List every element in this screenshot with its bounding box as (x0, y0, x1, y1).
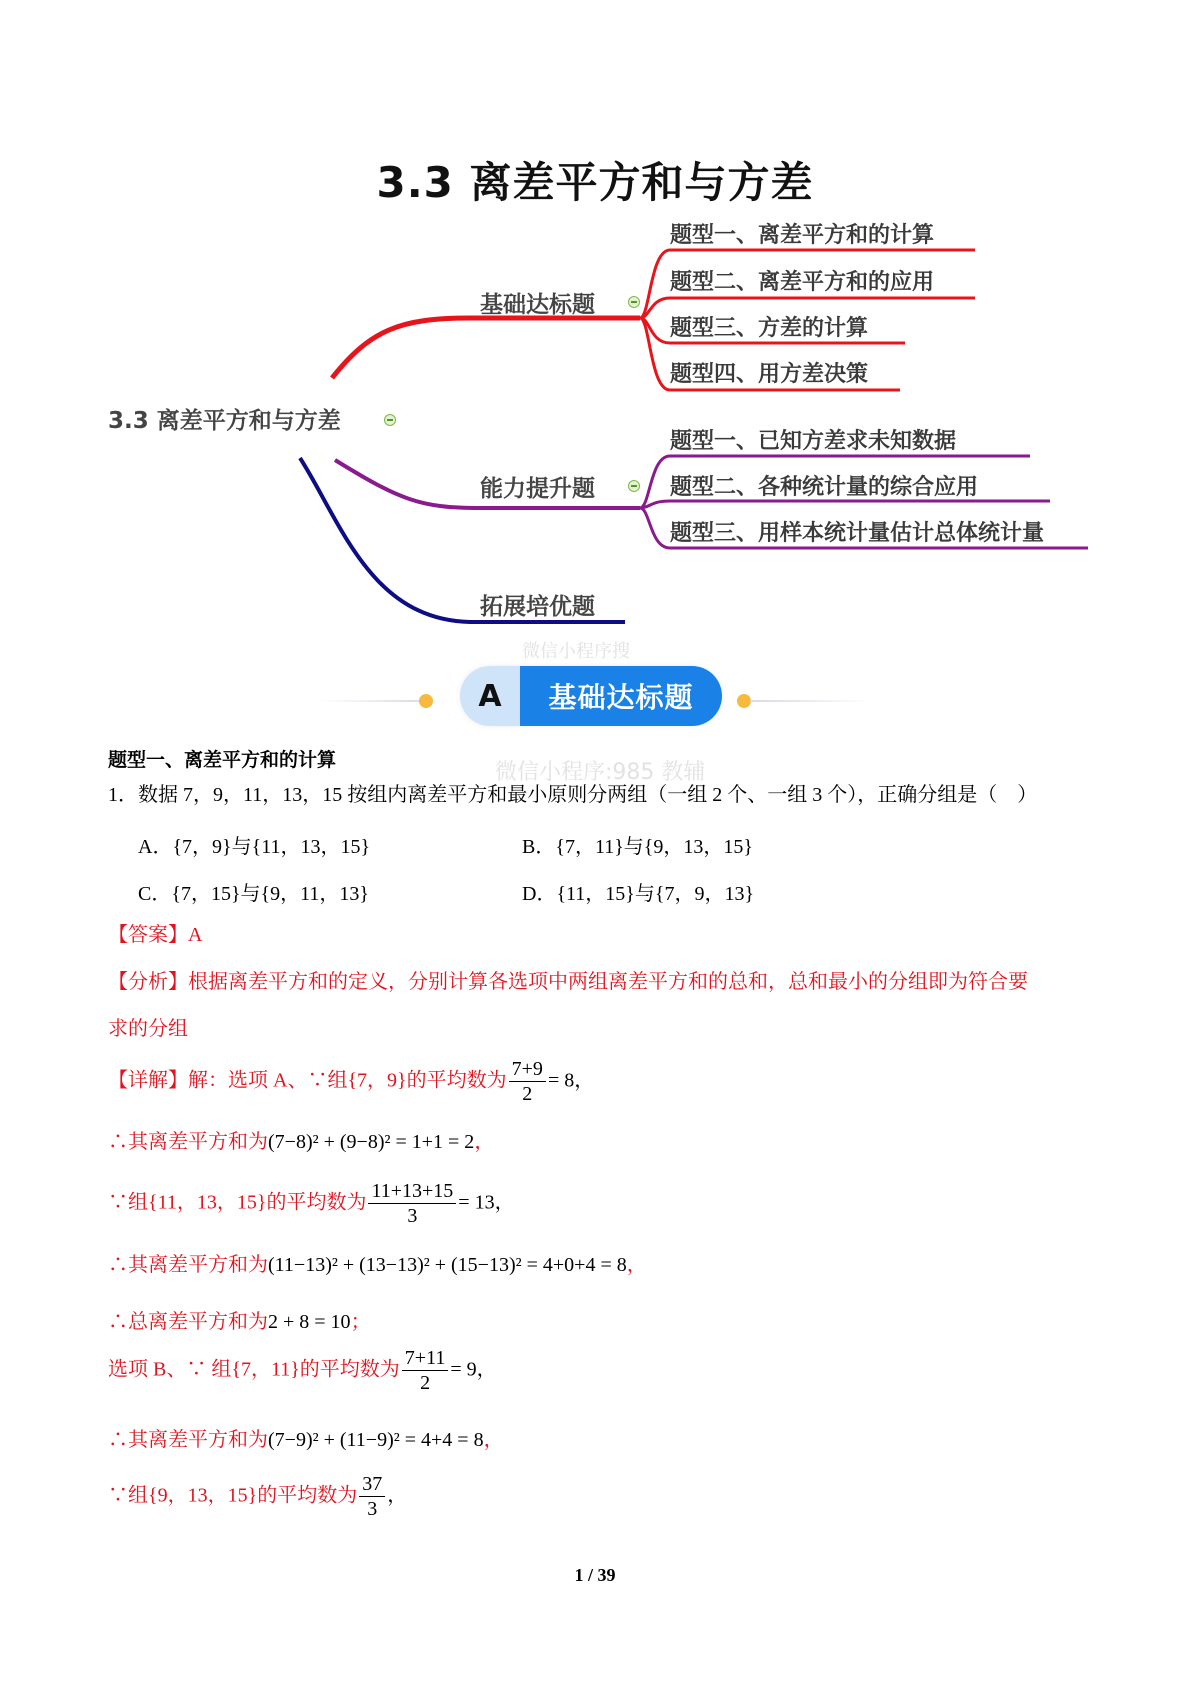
mindmap (0, 0, 1190, 640)
option-b: B．{7，11}与{9，13，15} (522, 836, 753, 858)
fraction: $\frac{7+9}{2}$ (509, 1058, 546, 1106)
mindmap-branch-basic: 基础达标题 (480, 292, 595, 318)
mindmap-leaf: 题型一、已知方差求未知数据 (670, 429, 957, 454)
mindmap-branch-advanced: 能力提升题 (480, 476, 595, 502)
solution-step-8: ∵组{9，13，15}的平均数为 $\frac{37}{3}$ ， (108, 1473, 408, 1520)
answer-value: A (188, 924, 203, 946)
banner-label: 基础达标题 (520, 666, 722, 726)
mindmap-leaf: 题型四、用方差决策 (670, 362, 869, 387)
dot-icon (419, 694, 433, 708)
mindmap-leaf: 题型三、用样本统计量估计总体统计量 (670, 521, 1045, 546)
analysis-tag: 【分析】 (108, 971, 188, 993)
section-heading: 题型一、离差平方和的计算 (108, 749, 337, 771)
mindmap-leaf: 题型二、离差平方和的应用 (670, 270, 935, 295)
question-stem (108, 783, 1037, 807)
mindmap-leaf: 题型一、离差平方和的计算 (670, 223, 935, 248)
divider-left (320, 700, 430, 702)
watermark: 微信小程序搜 (522, 641, 630, 662)
mindmap-branch-extension: 拓展培优题 (480, 594, 595, 620)
collapse-icon[interactable] (628, 296, 640, 308)
option-d: D．{11，15}与{7，9，13} (522, 883, 755, 905)
dot-icon (737, 694, 751, 708)
math-expression: 2 + 8 = 10 (268, 1311, 351, 1333)
section-banner (460, 666, 722, 726)
mindmap-root: 3.3 离差平方和与方差 (108, 408, 341, 434)
solution-step-7: ∴其离差平方和为(7−9)² + (11−9)² = 4+4 = 8， (108, 1429, 504, 1451)
divider-right (750, 700, 870, 702)
page-title: 3.3 离差平方和与方差 (376, 158, 814, 207)
mindmap-leaf: 题型三、方差的计算 (670, 316, 869, 341)
solution-step-4: ∴其离差平方和为(11−13)² + (13−13)² + (15−13)² = 4+0+4 = 8， (108, 1254, 647, 1276)
option-c: C．{7，15}与{9，11，13} (138, 883, 369, 905)
collapse-icon[interactable] (384, 414, 396, 426)
fraction: $\frac{7+11}{2}$ (402, 1347, 449, 1395)
math-expression: (11−13)² + (13−13)² + (15−13)² = 4+0+4 = 8 (268, 1254, 627, 1276)
analysis-line-2: 求的分组 (108, 1018, 188, 1040)
question-number: 1． (108, 784, 138, 806)
solution-step-3: ∵组{11，13，15}的平均数为 $\frac{11+13+15}{3}$ = 13， (108, 1180, 515, 1227)
answer-line (108, 923, 202, 947)
math-expression: (7−8)² + (9−8)² = 1+1 = 2 (268, 1131, 475, 1153)
solution-step-1: 【详解】解：选项 A、∵组{7，9}的平均数为 $\frac{7+9}{2}$ = 8， (108, 1058, 595, 1105)
option-a: A．{7，9}与{11，13，15} (138, 836, 371, 858)
answer-tag: 【答案】 (108, 924, 188, 946)
collapse-icon[interactable] (628, 480, 640, 492)
detail-tag: 【详解】 (108, 1069, 188, 1092)
fraction: $\frac{37}{3}$ (359, 1473, 385, 1521)
solution-step-2: ∴其离差平方和为(7−8)² + (9−8)² = 1+1 = 2， (108, 1131, 495, 1153)
math-expression: (7−9)² + (11−9)² = 4+4 = 8 (268, 1429, 484, 1451)
fraction: $\frac{11+13+15}{3}$ (368, 1180, 456, 1228)
banner-letter: A (460, 666, 520, 726)
solution-step-6: 选项 B、∵ 组{7，11}的平均数为 $\frac{7+11}{2}$ = 9， (108, 1347, 497, 1394)
mindmap-leaf: 题型二、各种统计量的综合应用 (670, 475, 979, 500)
watermark: 微信小程序:985 教辅 (495, 760, 706, 785)
page-indicator: 1 / 39 (574, 1565, 616, 1585)
analysis-line-1: 【分析】根据离差平方和的定义，分别计算各选项中两组离差平方和的总和，总和最小的分组即为符合要 (108, 971, 1028, 993)
question-text: 数据 7，9，11，13，15 按组内离差平方和最小原则分两组（一组 2 个、一组 3 个），正确分组是（ ） (138, 784, 1038, 806)
solution-step-5: ∴总离差平方和为2 + 8 = 10； (108, 1311, 371, 1333)
